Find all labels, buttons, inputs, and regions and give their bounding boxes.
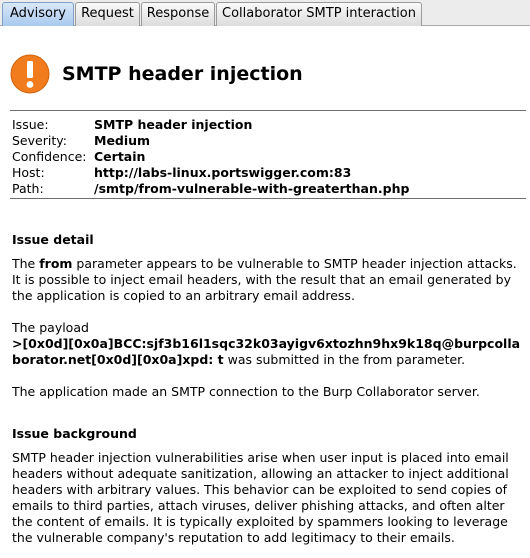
page-title: SMTP header injection: [62, 63, 303, 85]
meta-label: Confidence:: [12, 149, 87, 164]
issue-detail-paragraph-1: [12, 256, 524, 304]
meta-value: Medium: [94, 133, 151, 148]
meta-value: http://labs-linux.portswigger.com:83: [94, 165, 352, 180]
meta-label: Path:: [12, 181, 44, 196]
issue-detail-paragraph-3: The application made an SMTP connection to the Burp Collaborator server.: [12, 384, 480, 399]
payload-value: >[0x0d][0x0a]BCC:sjf3b16l1sqc32k03ayigv6xtozhn9hx9k18q@burpcollaborator.net[0x0d][0x0a]xpd: t: [12, 336, 521, 367]
meta-label: Severity:: [12, 133, 67, 148]
issue-detail-paragraph-2: [12, 320, 524, 368]
text-segment: was submitted in the from parameter.: [223, 352, 466, 367]
tab-collaborator-smtp-interaction[interactable]: Collaborator SMTP interaction: [216, 2, 422, 26]
meta-value: SMTP header injection: [94, 117, 253, 132]
text-segment: parameter appears to be vulnerable to SMTP header injection attacks. It is possible to inject email headers, with the result that an email generated by the application is copied to an arbitrary email address.: [12, 256, 517, 303]
tab-response[interactable]: Response: [141, 2, 215, 26]
meta-value: Certain: [94, 149, 146, 164]
tab-bar: [0, 0, 530, 26]
meta-label: Host:: [12, 165, 45, 180]
divider-top: [10, 110, 526, 111]
text-segment: The payload: [12, 320, 89, 335]
issue-detail-heading: Issue detail: [12, 232, 94, 247]
issue-background-heading: Issue background: [12, 426, 137, 441]
meta-label: Issue:: [12, 117, 49, 132]
tab-request[interactable]: Request: [75, 2, 140, 26]
text-segment: The: [12, 256, 40, 271]
advisory-panel: [0, 26, 530, 558]
meta-value: /smtp/from-vulnerable-with-greaterthan.php: [94, 181, 410, 196]
warning-icon: [10, 54, 50, 94]
divider-bottom: [10, 198, 526, 199]
issue-background-paragraph: SMTP header injection vulnerabilities arise when user input is placed into email headers without adequate sanitization, allowing an attacker to inject additional headers with arbitrary values. This behavior can be exploited to send copies of emails to third parties, attach viruses, deliver phishing attacks, and often alter the content of emails. It is typically exploited by spammers looking to leverage the vulnerable company's reputation to add legitimacy to their emails.: [12, 450, 509, 545]
tab-advisory[interactable]: Advisory: [2, 2, 74, 26]
param-name: from: [39, 256, 73, 271]
